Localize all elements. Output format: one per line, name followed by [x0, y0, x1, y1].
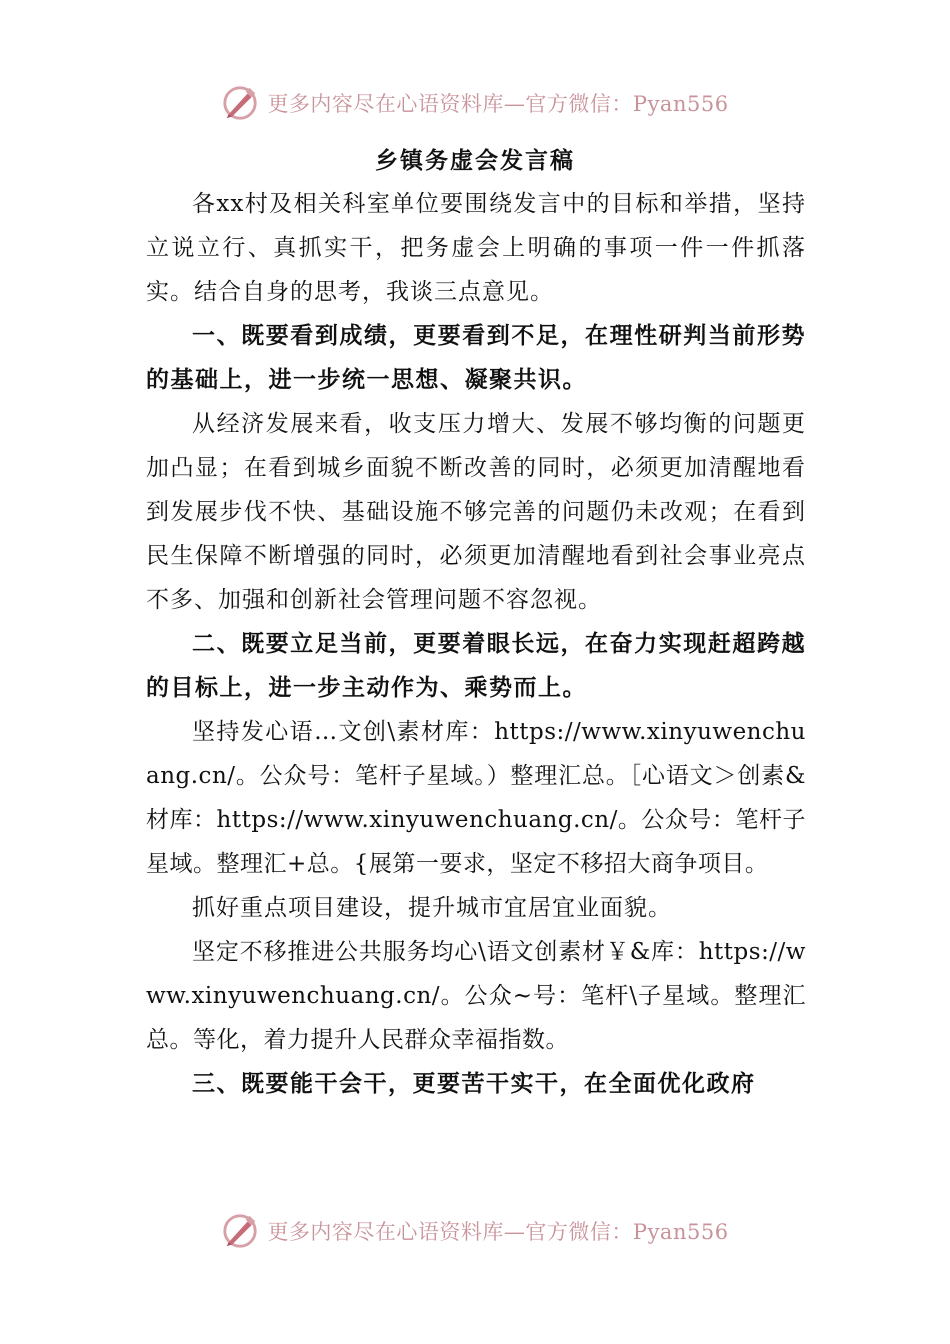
- body-paragraph: 从经济发展来看，收支压力增大、发展不够均衡的问题更加凸显；在看到城乡面貌不断改善的同时，必须更加清醒地看到发展步伐不快、基础设施不够完善的问题仍未改观；在看到民生保障不断增强的同时，必须更加清醒地看到社会事业亮点不多、加强和创新社会管理问题不容忽视。: [146, 411, 806, 613]
- footer-watermark-text: 更多内容尽在心语资料库—官方微信：Pyan556: [267, 1220, 729, 1244]
- footer-watermark-banner: [0, 1206, 950, 1256]
- pen-circle-logo-icon: [221, 1212, 259, 1250]
- document-body: [146, 182, 806, 1106]
- body-paragraph: 坚持发心语…文创\素材库：https://www.xinyuwenchuang.cn/。公众号：笔杆子星域。）整理汇总。［心语文＞创素&材库：https://www.xinyuwenchuang.cn/。公众号：笔杆子星域。整理汇+总。{展第一要求，坚定不移招大商争项目。: [146, 719, 806, 877]
- section-heading-3: 三、既要能干会干，更要苦干实干，在全面优化政府: [192, 1071, 756, 1097]
- page-title: 乡镇务虚会发言稿: [375, 148, 575, 174]
- section-heading-1: 一、既要看到成绩，更要看到不足，在理性研判当前形势的基础上，进一步统一思想、凝聚共识。: [146, 323, 806, 393]
- header-watermark-banner: [0, 78, 950, 128]
- body-paragraph: 坚定不移推进公共服务均心\语文创素材￥&库：https://www.xinyuwenchuang.cn/。公众~号：笔杆\子星域。整理汇总。等化，着力提升人民群众幸福指数。: [146, 939, 806, 1053]
- header-watermark-text: 更多内容尽在心语资料库—官方微信：Pyan556: [267, 92, 729, 116]
- body-paragraph: 抓好重点项目建设，提升城市宜居宜业面貌。: [192, 895, 672, 921]
- section-heading-2: 二、既要立足当前，更要着眼长远，在奋力实现赶超跨越的目标上，进一步主动作为、乘势而上。: [146, 631, 806, 701]
- pen-circle-logo-icon: [221, 84, 259, 122]
- intro-paragraph: 各xx村及相关科室单位要围绕发言中的目标和举措，坚持立说立行、真抓实干，把务虚会上明确的事项一件一件抓落实。结合自身的思考，我谈三点意见。: [146, 191, 806, 305]
